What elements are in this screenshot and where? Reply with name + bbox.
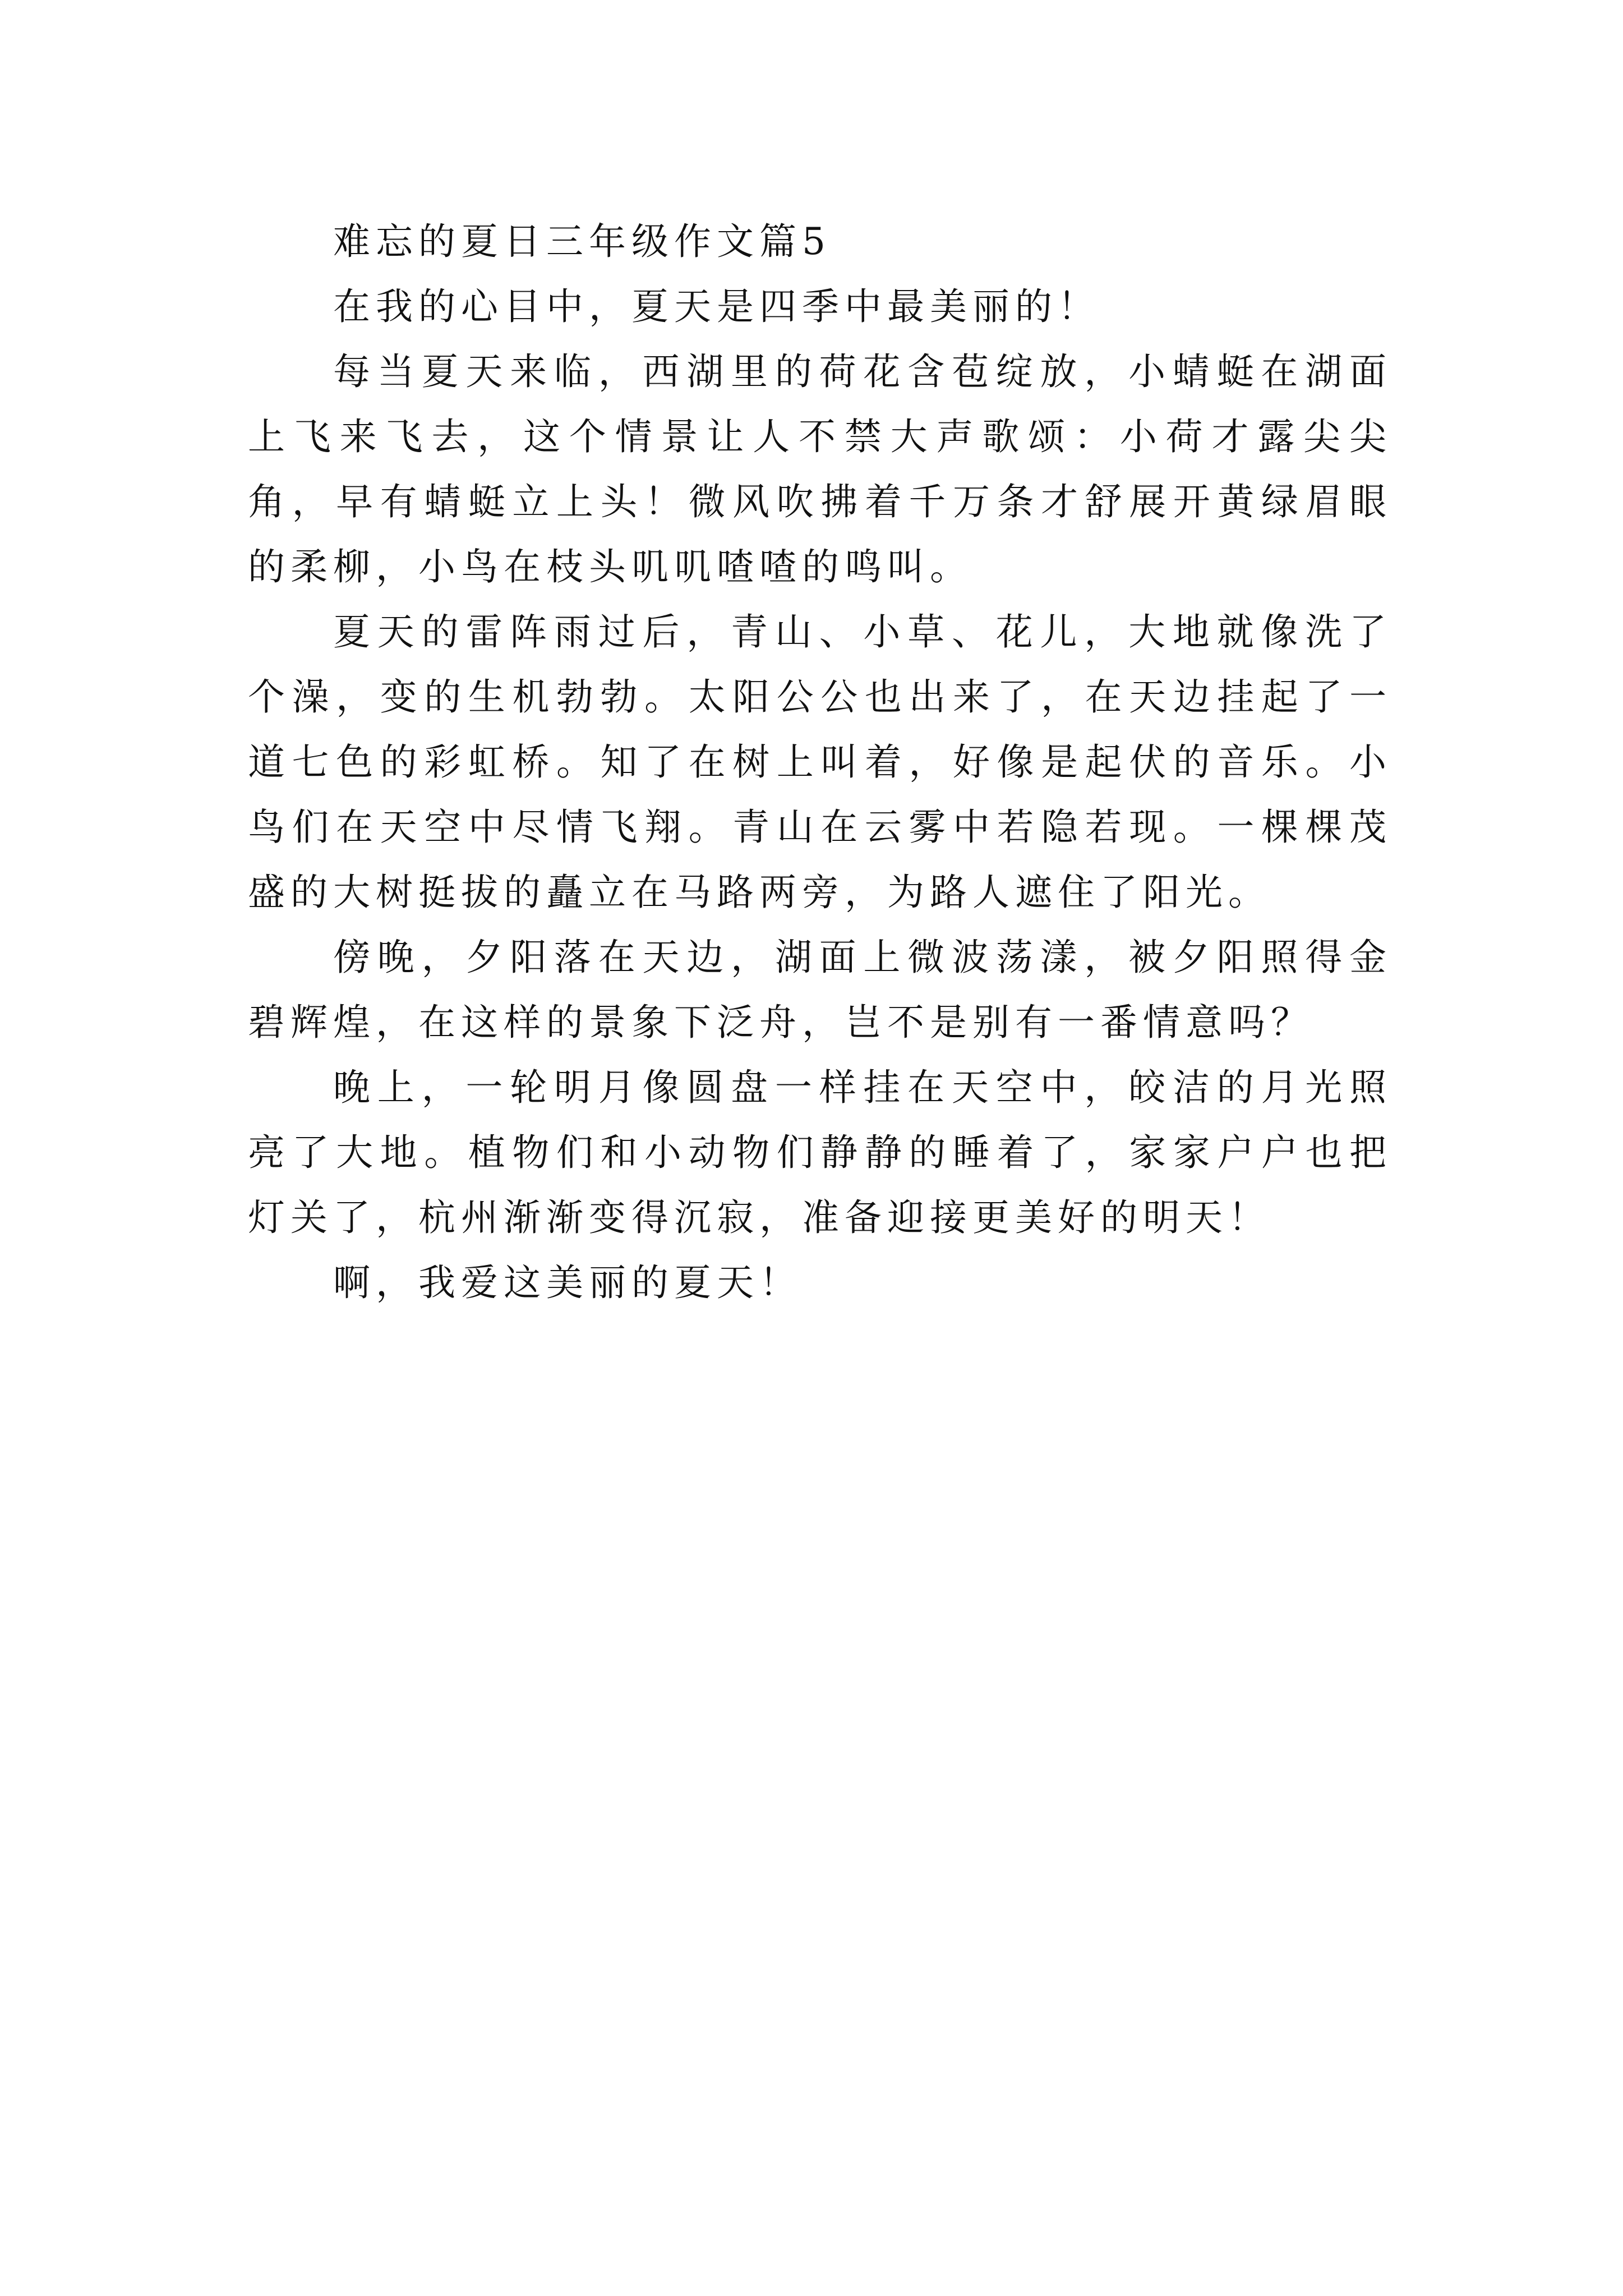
paragraph-4: 傍晚，夕阳落在天边，湖面上微波荡漾，被夕阳照得金碧辉煌，在这样的景象下泛舟，岂不是别有一番情意吗？ — [248, 936, 1392, 1044]
paragraph-1: 在我的心目中，夏天是四季中最美丽的！ — [333, 285, 1100, 328]
document-body — [248, 209, 1392, 1315]
paragraph-6: 啊，我爱这美丽的夏天！ — [333, 1261, 802, 1304]
paragraph-5: 晚上，一轮明月像圆盘一样挂在天空中，皎洁的月光照亮了大地。植物们和小动物们静静的睡着了，家家户户也把灯关了，杭州渐渐变得沉寂，准备迎接更美好的明天！ — [248, 1066, 1392, 1239]
document-title: 难忘的夏日三年级作文篇5 — [333, 220, 831, 263]
paragraph-2: 每当夏天来临，西湖里的荷花含苞绽放，小蜻蜓在湖面上飞来飞去，这个情景让人不禁大声歌颂：小荷才露尖尖角，早有蜻蜓立上头！微风吹拂着千万条才舒展开黄绿眉眼的柔柳，小鸟在枝头叽叽喳喳的鸣叫。 — [248, 350, 1392, 588]
paragraph-3: 夏天的雷阵雨过后，青山、小草、花儿，大地就像洗了个澡，变的生机勃勃。太阳公公也出来了，在天边挂起了一道七色的彩虹桥。知了在树上叫着，好像是起伏的音乐。小鸟们在天空中尽情飞翔。青山在云雾中若隐若现。一棵棵茂盛的大树挺拔的矗立在马路两旁，为路人遮住了阳光。 — [248, 610, 1392, 914]
